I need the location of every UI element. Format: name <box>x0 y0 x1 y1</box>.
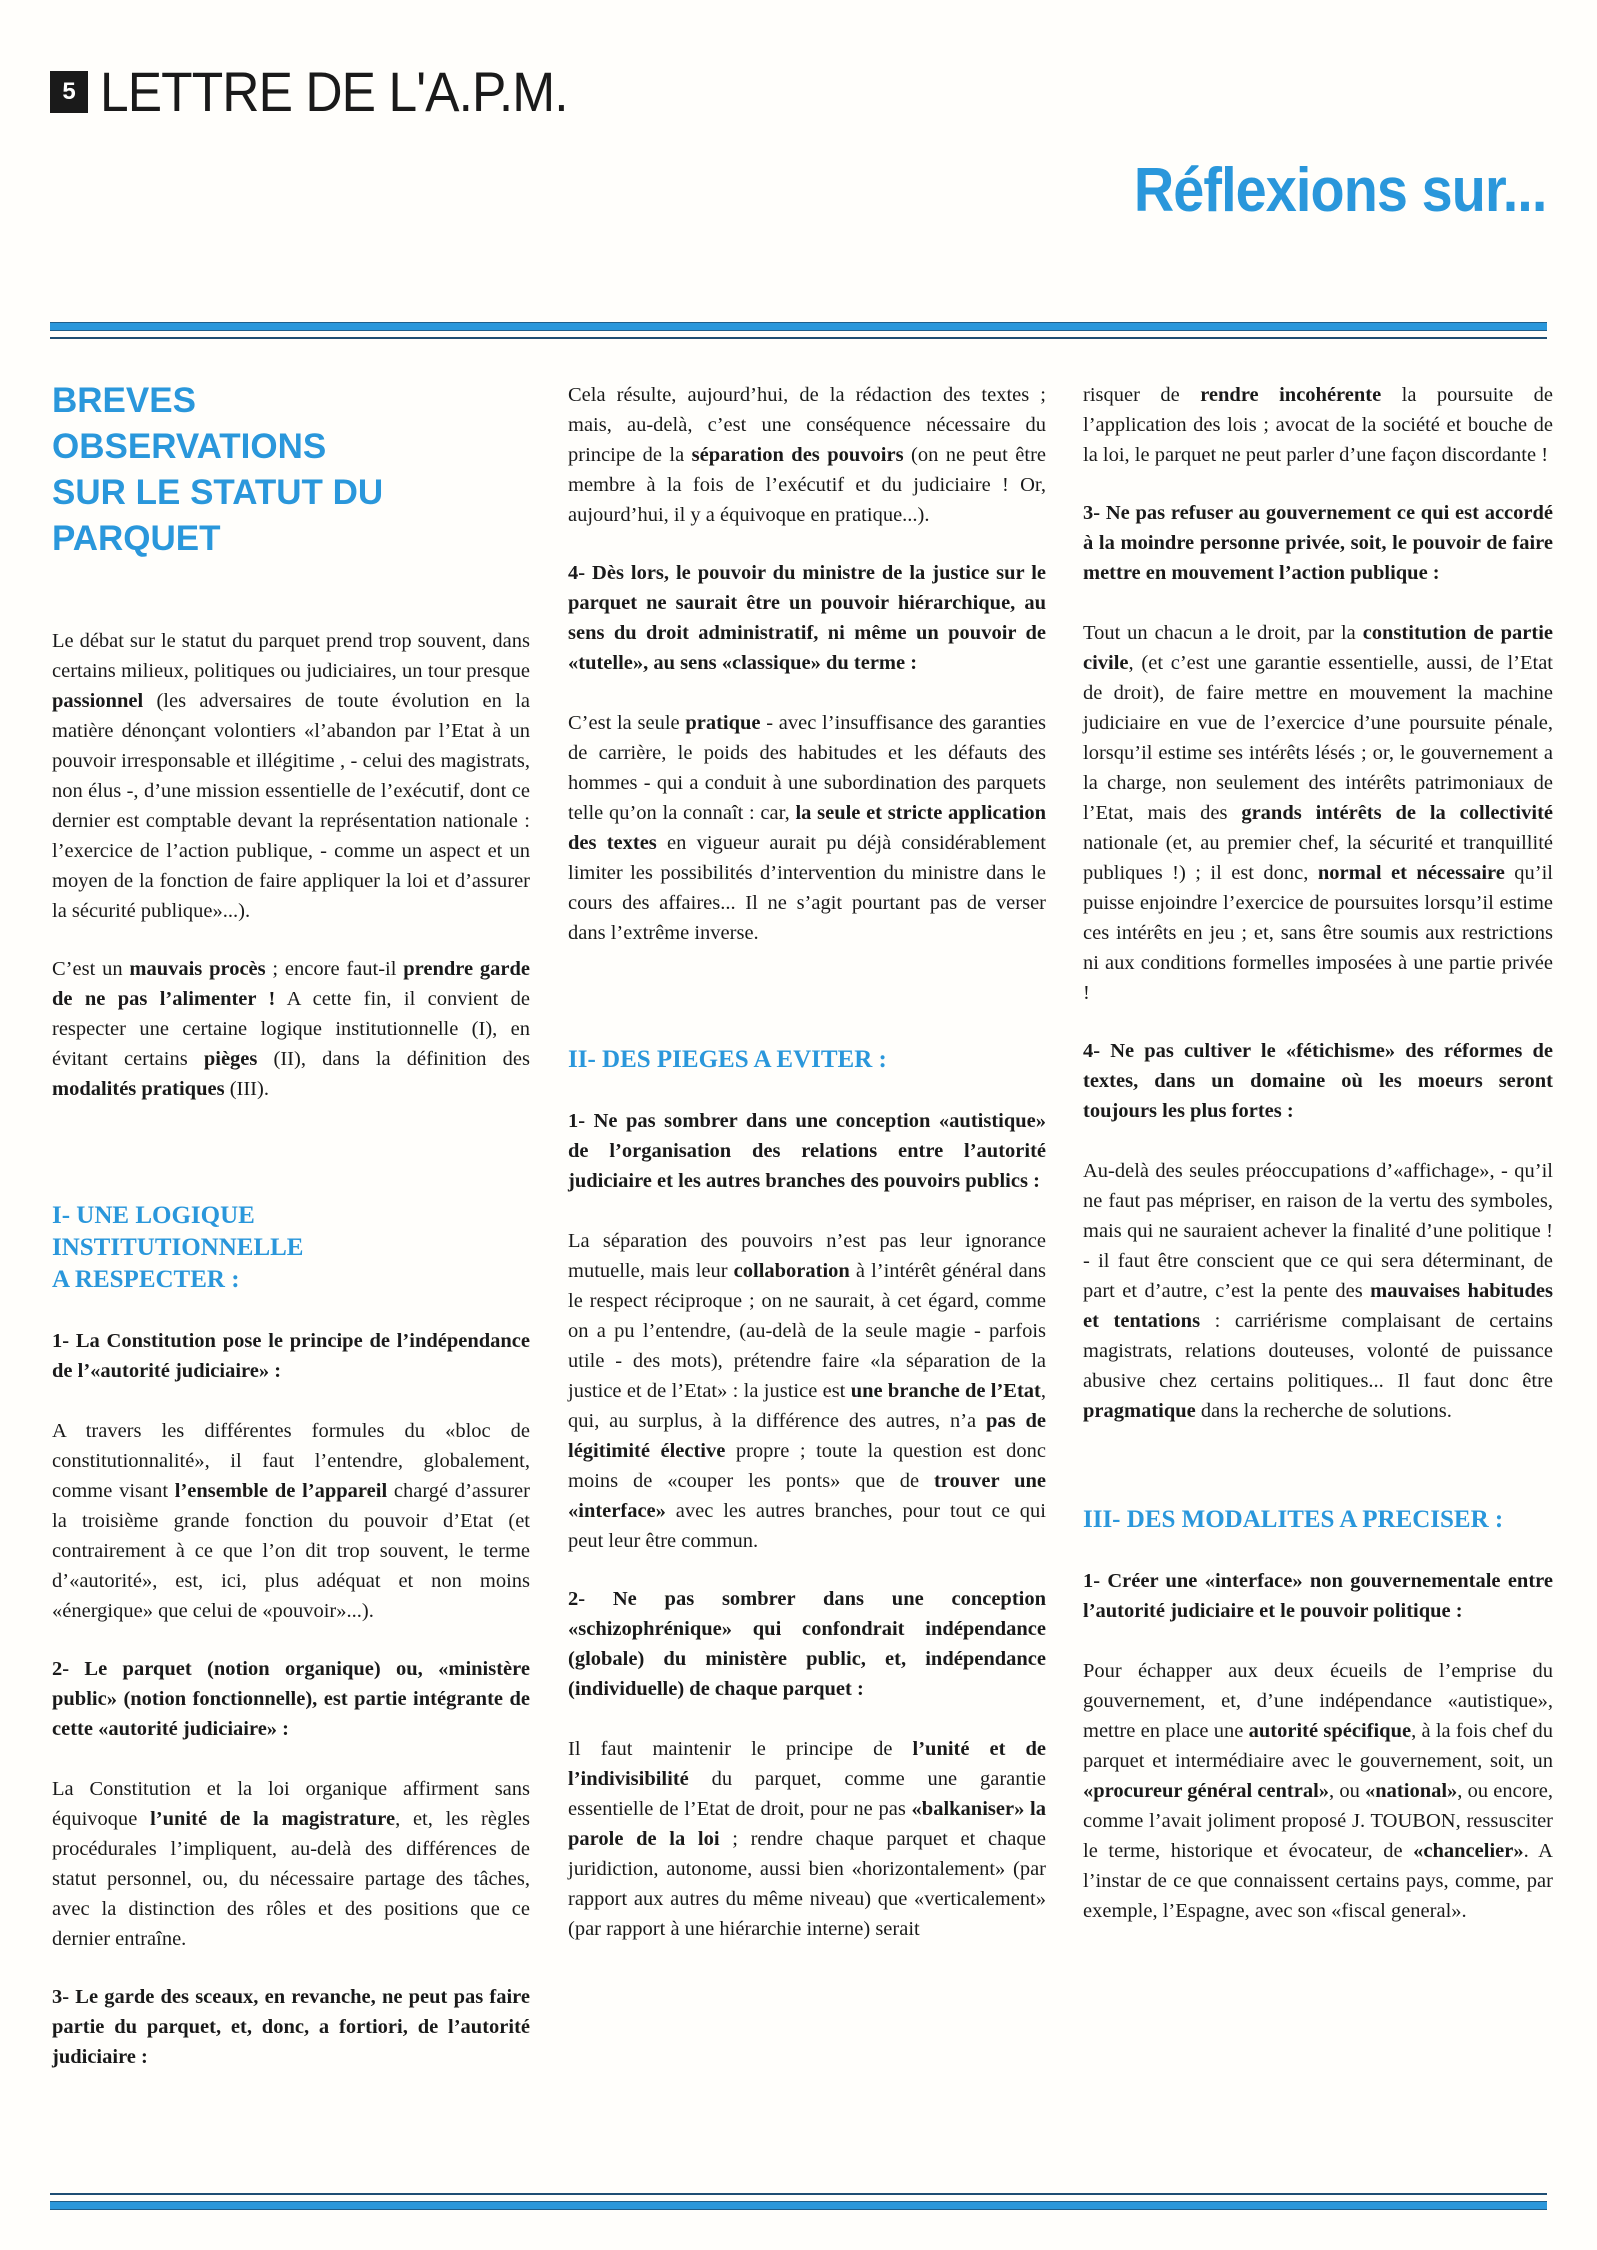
emphasis-text: rendre incohérente <box>1200 384 1382 406</box>
bottom-rule-thick <box>50 2201 1547 2210</box>
top-rule-thin <box>50 337 1547 339</box>
emphasis-text: l’unité et de l’indivisibilité <box>568 1738 1046 1790</box>
text-run: La Constitution et la loi organique affirment sans équivoque <box>52 1778 530 1830</box>
text-run: Pour échapper aux deux écueils de l’emprise du gouvernement, et, d’une indépendance «autistique», mettre en place une <box>1083 1660 1553 1742</box>
emphasis-text: «procureur général central» <box>1083 1780 1330 1802</box>
masthead <box>50 62 608 122</box>
point-heading: 1- Créer une «interface» non gouvernementale entre l’autorité judiciaire et le pouvoir politique : <box>1083 1570 1553 1622</box>
emphasis-text: normal et nécessaire <box>1317 862 1505 884</box>
point-heading: 3- Le garde des sceaux, en revanche, ne peut pas faire partie du parquet, et, donc, a fortiori, de l’autorité judiciaire : <box>52 1986 530 2068</box>
bottom-rule <box>50 2193 1547 2210</box>
text-run: , ou encore, comme l’avait joliment proposé J. TOUBON, ressusciter le terme, historique et évocateur, de <box>1083 1780 1554 1862</box>
text-run: risquer de <box>1083 384 1201 406</box>
text-run: Il faut maintenir le principe de <box>568 1738 913 1760</box>
emphasis-text: trouver une «interface» <box>568 1470 1047 1522</box>
spacer <box>568 976 1046 1044</box>
section-title-3: III- DES MODALITES A PRECISER : <box>1083 1506 1504 1533</box>
section-title-line: INSTITUTIONNELLE <box>52 1234 304 1261</box>
emphasis-text: la seule et stricte application des textes <box>568 802 1046 854</box>
point-heading: 4- Dès lors, le pouvoir du ministre de la justice sur le parquet ne saurait être un pouvoir hiérarchique, au sens du droit administratif, ni même un pouvoir de «tutelle», au sens «classique» du terme : <box>568 562 1046 674</box>
point-body <box>52 1774 530 1954</box>
section-title-2: II- DES PIEGES A EVITER : <box>568 1046 887 1073</box>
text-run: propre ; toute la question est donc moins de «couper les ponts» que de <box>568 1440 1046 1492</box>
emphasis-text: «national» <box>1365 1780 1458 1802</box>
point-body <box>1083 1656 1553 1926</box>
text-run: du parquet, comme une garantie essentielle de l’Etat de droit, pour ne pas <box>568 1768 1046 1820</box>
title-line: SUR LE STATUT DU <box>52 473 384 512</box>
emphasis-text: pratique <box>685 712 761 734</box>
point-body <box>568 1226 1046 1556</box>
point-body <box>1083 618 1553 1008</box>
emphasis-text: séparation des pouvoirs <box>691 444 904 466</box>
text-run: , qui, au surplus, à la différence des autres, n’a <box>568 1380 1047 1432</box>
text-run: A travers les différentes formules du «bloc de constitutionnalité», il faut l’entendre, globalement, comme visant <box>52 1420 530 1502</box>
text-run: dans la recherche de solutions. <box>1195 1400 1452 1422</box>
point-heading: 4- Ne pas cultiver le «fétichisme» des réformes de textes, dans un domaine où les moeurs seront toujours les plus fortes : <box>1083 1040 1553 1122</box>
top-rule <box>50 322 1547 339</box>
text-run: à l’intérêt général dans le respect réciproque ; on ne saurait, à cet égard, comme on a pu l’entendre, (au-delà de la seule magie - parfois utile - des mots), prétendre faire «la séparation de la justice et de l’Etat» : la justice est <box>568 1260 1046 1402</box>
text-run: , (et c’est une garantie essentielle, aussi, de l’Etat de droit), de faire mettre en mouvement la machine judiciaire en vue de l’exercice d’une poursuite pénale, lorsqu’il estime ses intérêts lésés ; or, le gouvernement a la charge, non seulement des intérêts patrimoniaux de l’Etat, mais des <box>1083 652 1553 824</box>
emphasis-text: une branche de l’Etat <box>850 1380 1041 1402</box>
top-rule-thick <box>50 322 1547 331</box>
text-run: C’est un <box>52 958 130 980</box>
title-line: BREVES <box>52 381 196 420</box>
section-title-line: A RESPECTER : <box>52 1266 240 1293</box>
point-body <box>568 708 1046 948</box>
column-2 <box>568 380 1046 1972</box>
title-line: PARQUET <box>52 519 221 558</box>
emphasis-text: mauvais procès <box>129 958 266 980</box>
intro-paragraph <box>52 626 530 926</box>
text-run: , ou <box>1329 1780 1366 1802</box>
emphasis-text: l’unité de la magistrature <box>150 1808 396 1830</box>
text-run: A cette fin, il convient de respecter une certaine logique institutionnelle (I), en évitant certains <box>52 988 530 1070</box>
text-run: en vigueur aurait pu déjà considérablement limiter les possibilités d’intervention du ministre dans le cours des affaires... Il ne s’agit pourtant pas de verser dans l’extrême inverse. <box>568 832 1046 944</box>
emphasis-text: modalités pratiques <box>52 1078 225 1100</box>
text-run: nationale (et, au premier chef, la sécurité et tranquillité publiques !) ; il est donc, <box>1083 832 1553 884</box>
publication-title: LETTRE DE L'A.P.M. <box>100 60 568 123</box>
text-run: , à la fois chef du parquet et intermédiaire avec le gouvernement, soit, un <box>1083 1720 1553 1772</box>
text-run: C’est la seule <box>568 712 686 734</box>
text-run: qu’il puisse enjoindre l’exercice de poursuites lorsqu’il estime ces intérêts en jeu ; et, sans être soumis aux restrictions ni aux conditions formelles imposées à une partie privée ! <box>1083 862 1553 1004</box>
text-run: chargé d’assurer la troisième grande fonction du pouvoir d’Etat (et contrairement à ce que l’on dit trop souvent, le terme d’«autorité», est, ici, plus adéquat et non moins «énergique» que celui de «pouvoir»...). <box>52 1480 530 1622</box>
text-run: (on ne peut être membre à la fois de l’exécutif et du judiciaire ! Or, aujourd’hui, il y a équivoque en pratique...). <box>568 444 1046 526</box>
point-heading: 3- Ne pas refuser au gouvernement ce qui est accordé à la moindre personne privée, soit, le pouvoir de faire mettre en mouvement l’action publique : <box>1083 502 1553 584</box>
text-run: Le débat sur le statut du parquet prend trop souvent, dans certains milieux, politiques ou judiciaires, un tour presque <box>52 630 530 682</box>
point-body <box>52 1416 530 1626</box>
text-run: Au-delà des seules préoccupations d’«affichage», - qu’il ne faut pas mépriser, en raison de la vertu des symboles, mais qui ne sauraient achever la finalité d’une politique ! - il faut être conscient que ce qui sera déterminant, de part et d’autre, c’est la pente des <box>1083 1160 1553 1302</box>
page-number-badge: 5 <box>50 71 88 113</box>
text-run: Tout un chacun a le droit, par la <box>1083 622 1363 644</box>
article-title <box>52 378 530 562</box>
text-run: la poursuite de l’application des lois ; avocat de la société et bouche de la loi, le parquet ne peut parler d’une façon discordante ! <box>1083 384 1553 466</box>
emphasis-text: «balkaniser» la parole de la loi <box>568 1798 1046 1850</box>
section-kicker: Réflexions sur... <box>1134 156 1547 225</box>
spacer <box>1083 1454 1553 1504</box>
section-title-line: I- UNE LOGIQUE <box>52 1202 255 1229</box>
text-run: (les adversaires de toute évolution en la matière dénonçant volontiers «l’abandon par l’Etat à un pouvoir irresponsable et illégitime , - celui des magistrats, non élus -, d’une mission essentielle de l’exécutif, dont ce dernier est comptable devant la représentation nationale : l’exercice de l’action publique, - comme un aspect et un moyen de la fonction de faire appliquer la loi et d’assurer la sécurité publique»...). <box>52 690 530 922</box>
text-run: ; encore faut-il <box>265 958 404 980</box>
point-heading: 1- La Constitution pose le principe de l’indépendance de l’«autorité judiciaire» : <box>52 1330 530 1382</box>
text-run: La séparation des pouvoirs n’est pas leur ignorance mutuelle, mais leur <box>568 1230 1046 1282</box>
point-heading: 2- Ne pas sombrer dans une conception «schizophrénique» qui confondrait indépendance (globale) du ministère public, et, indépendance (individuelle) de chaque parquet : <box>568 1588 1046 1700</box>
text-run: . A l’instar de ce que connaissent certains pays, comme, par exemple, l’Espagne, avec son «fiscal general». <box>1083 1840 1553 1922</box>
spacer <box>52 1132 530 1200</box>
text-run: ; rendre chaque parquet et chaque juridiction, autonome, aussi bien «horizontalement» (par rapport aux autres du même niveau) que «verticalement» (par rapport à une hiérarchie interne) serait <box>568 1828 1047 1940</box>
emphasis-text: autorité spécifique <box>1248 1720 1412 1742</box>
title-line: OBSERVATIONS <box>52 427 327 466</box>
text-run: : carriérisme complaisant de certains magistrats, relations douteuses, volonté de puissance abusive chez certains politiques... Il faut donc être <box>1083 1310 1553 1392</box>
bottom-rule-thin <box>50 2193 1547 2195</box>
emphasis-text: collaboration <box>733 1260 850 1282</box>
emphasis-text: constitution de partie civile <box>1083 622 1553 674</box>
point-body <box>568 1734 1046 1944</box>
text-run: - avec l’insuffisance des garanties de carrière, le poids des habitudes et les défauts des hommes - qui a conduit à une subordination des parquets telle qu’on la connaît : car, <box>568 712 1046 824</box>
emphasis-text: mauvaises habitudes et tentations <box>1083 1280 1553 1332</box>
text-run: (III). <box>224 1078 269 1100</box>
point-body <box>568 380 1046 530</box>
section-title-1 <box>52 1200 530 1296</box>
point-body-continued <box>1083 380 1553 470</box>
emphasis-text: pragmatique <box>1083 1400 1196 1422</box>
emphasis-text: pièges <box>203 1048 258 1070</box>
text-run: , et, les règles procédurales l’impliquent, au-delà des différences de statut personnel, ou, du nécessaire partage des tâches, avec la distinction des rôles et des positions que ce dernier entraîne. <box>52 1808 530 1950</box>
text-run: (II), dans la définition des <box>257 1048 530 1070</box>
emphasis-text: prendre garde de ne pas l’alimenter ! <box>52 958 530 1010</box>
column-3 <box>1083 380 1553 1954</box>
emphasis-text: l’ensemble de l’appareil <box>174 1480 388 1502</box>
emphasis-text: «chancelier» <box>1413 1840 1524 1862</box>
point-heading: 2- Le parquet (notion organique) ou, «ministère public» (notion fonctionnelle), est partie intégrante de cette «autorité judiciaire» : <box>52 1658 530 1740</box>
text-run: Cela résulte, aujourd’hui, de la rédaction des textes ; mais, au-delà, c’est une conséquence nécessaire du principe de la <box>568 384 1046 466</box>
text-run: avec les autres branches, pour tout ce qui peut leur être commun. <box>568 1500 1046 1552</box>
point-body <box>1083 1156 1553 1426</box>
point-heading: 1- Ne pas sombrer dans une conception «autistique» de l’organisation des relations entre l’autorité judiciaire et les autres branches des pouvoirs publics : <box>568 1110 1046 1192</box>
emphasis-text: passionnel <box>52 690 144 712</box>
column-1 <box>52 378 530 2102</box>
emphasis-text: grands intérêts de la collectivité <box>1241 802 1553 824</box>
emphasis-text: pas de légitimité élective <box>568 1410 1046 1462</box>
intro-paragraph <box>52 954 530 1104</box>
